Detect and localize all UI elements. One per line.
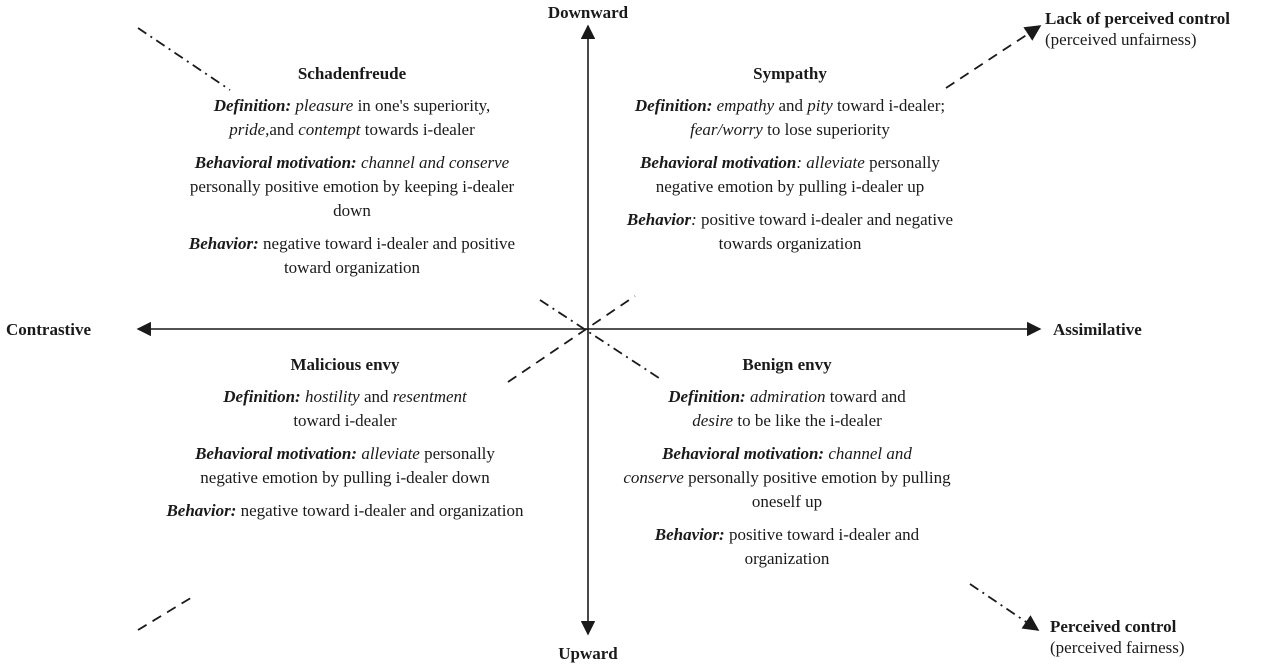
quadrant-malicious-envy [165, 353, 525, 532]
behavior-text: Behavior: positive toward i-dealer and organization [654, 525, 920, 568]
behavior-text: Behavior: negative toward i-dealer and positive toward organization [188, 234, 516, 277]
behavior-text: Behavior: negative toward i-dealer and organization [166, 501, 524, 520]
definition-text: Definition: hostility and resentment toward i-dealer [223, 387, 467, 430]
quadrant-schadenfreude [158, 62, 546, 289]
definition-text: Definition: pleasure in one's superiority, pride,and contempt towards i-dealer [213, 96, 491, 139]
quadrant-title: Benign envy [742, 355, 832, 374]
motivation-text: Behavioral motivation: alleviate personally negative emotion by pulling i-dealer up [640, 153, 940, 196]
quadrant-title: Malicious envy [290, 355, 400, 374]
quadrant-benign-envy [622, 353, 952, 580]
axis-label-left: Contrastive [6, 320, 91, 339]
motivation-text: Behavioral motivation: channel and conserve personally positive emotion by pulling oneself up [623, 444, 951, 511]
label-perceived-control [1050, 616, 1185, 658]
axis-label-right: Assimilative [1053, 320, 1142, 339]
behavior-text: Behavior: positive toward i-dealer and negative towards organization [626, 210, 954, 253]
definition-text: Definition: admiration toward and desire to be like the i-dealer [668, 387, 906, 430]
motivation-text: Behavioral motivation: alleviate personally negative emotion by pulling i-dealer down [195, 444, 495, 487]
label-lack-of-control [1045, 8, 1230, 50]
axis-label-top: Downward [547, 3, 629, 22]
perceived-control-subtitle: (perceived fairness) [1050, 638, 1185, 657]
perceived-control-title: Perceived control [1050, 617, 1177, 636]
axis-label-bottom: Upward [558, 644, 618, 663]
lack-of-control-title: Lack of perceived control [1045, 9, 1230, 28]
quadrant-sympathy [612, 62, 968, 265]
quadrant-title: Schadenfreude [297, 64, 407, 83]
motivation-text: Behavioral motivation: channel and conserve personally positive emotion by keeping i-dealer down [189, 153, 515, 220]
definition-text: Definition: empathy and pity toward i-dealer; fear/worry to lose superiority [634, 96, 946, 139]
lack-of-control-subtitle: (perceived unfairness) [1045, 30, 1197, 49]
quadrant-title: Sympathy [753, 64, 827, 83]
